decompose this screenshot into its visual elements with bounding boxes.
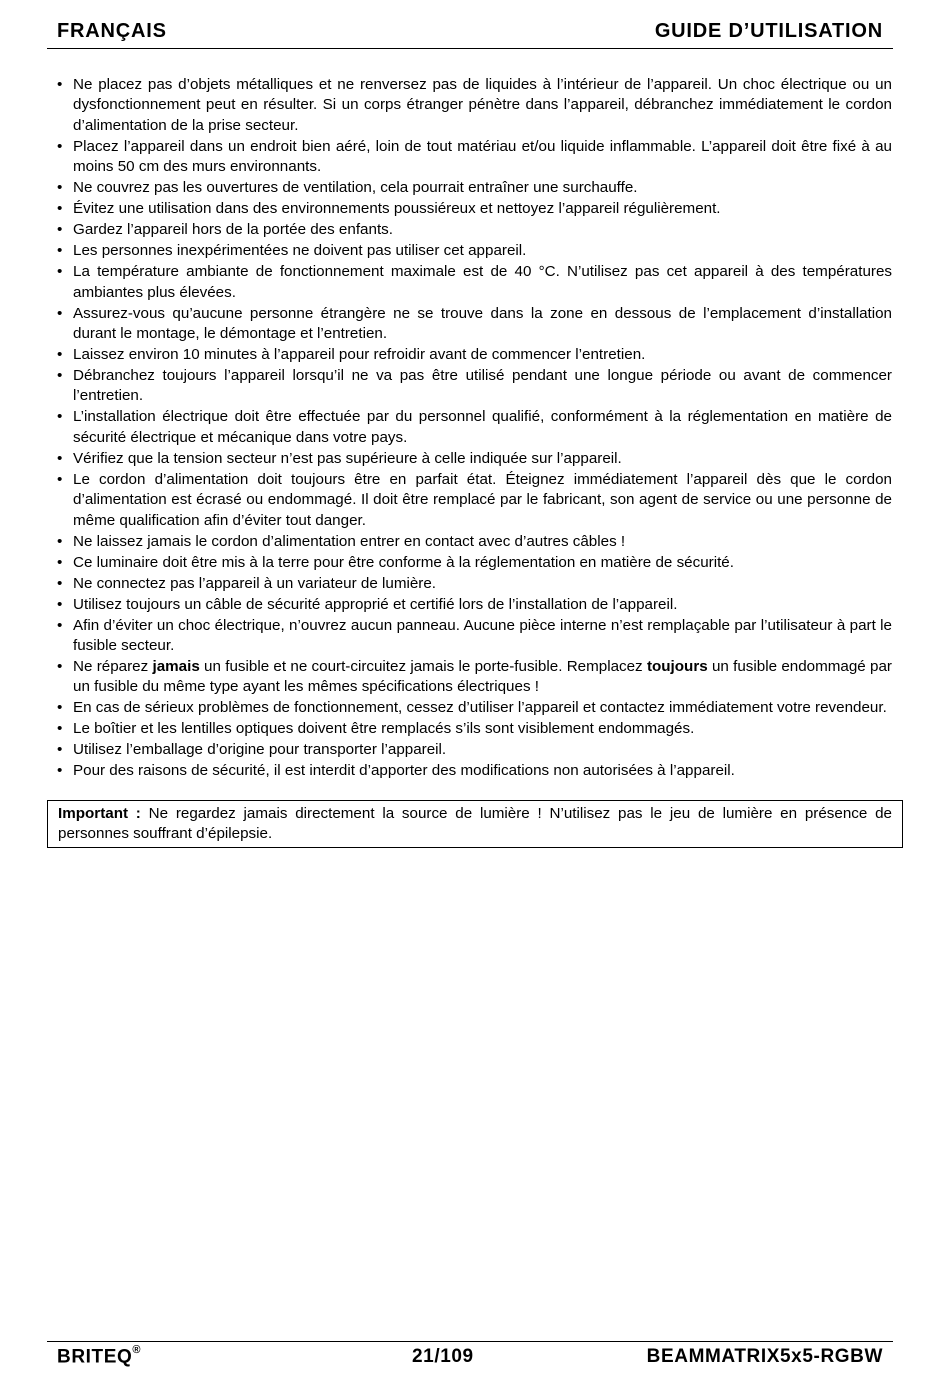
page-header [57,20,883,48]
item-text: Ce luminaire doit être mis à la terre pour être conforme à la réglementation en matière de sécurité. [73,553,734,571]
header-language: FRANÇAIS [57,20,167,42]
bullet-icon: • [57,137,63,155]
bullet-icon: • [57,346,63,364]
list-item [57,199,892,219]
list-item [57,220,892,240]
item-text: Ne placez pas d’objets métalliques et ne renversez pas de liquides à l’intérieur de l’appareil. Un choc électrique ou un dysfonctionnement peut en résulter. Si un corps étranger pénètre dans l’appareil, débranchez immédiatement le cordon d’alimentation de la prise secteur. [73,76,892,134]
bullet-icon: • [57,263,63,281]
bullet-icon: • [57,367,63,385]
item-text: Vérifiez que la tension secteur n’est pas supérieure à celle indiquée sur l’appareil. [73,449,622,467]
bullet-icon: • [57,553,63,571]
item-text: Ne couvrez pas les ouvertures de ventilation, cela pourrait entraîner une surchauffe. [73,179,638,197]
item-text: L’installation électrique doit être effectuée par du personnel qualifié, conformément à la réglementation en matière de sécurité électrique et mécanique dans votre pays. [73,408,892,446]
bullet-icon: • [57,699,63,717]
item-text: Gardez l’appareil hors de la portée des enfants. [73,221,393,239]
bullet-icon: • [57,408,63,426]
item-text: un fusible endommagé par un fusible du même type ayant les mêmes spécifications électriques ! [73,658,892,696]
footer-brand-group [57,1346,141,1368]
safety-instructions [57,75,892,782]
bullet-icon: • [57,595,63,613]
item-text: un fusible et ne court-circuitez jamais le porte-fusible. Remplacez [199,658,647,676]
page-number: 21/109 [412,1346,474,1367]
bullet-icon: • [57,221,63,239]
bullet-icon: • [57,616,63,634]
bullet-icon: • [57,532,63,550]
footer-brand: BRITEQ [57,1346,133,1368]
item-text: Placez l’appareil dans un endroit bien aéré, loin de tout matériau et/ou liquide inflammable. L’appareil doit être fixé à au moins 50 cm des murs environnants. [73,137,892,176]
bullet-icon: • [57,574,63,592]
list-item [57,366,892,407]
list-item [57,262,892,303]
item-text: La température ambiante de fonctionnement maximale est de 40 °C. N’utilisez pas cet appareil à des températures ambiantes plus élevées. [73,263,892,301]
item-text: Laissez environ 10 minutes à l’appareil pour refroidir avant de commencer l’entretien. [73,346,646,364]
list-item [57,75,892,136]
item-text: Ne réparez [73,658,153,676]
list-item [57,574,892,594]
list-item [57,698,892,718]
registered-mark: ® [132,1344,142,1356]
item-text: Afin d’éviter un choc électrique, n’ouvrez aucun panneau. Aucune pièce interne n’est remplaçable par l’utilisateur à part le fusible secteur. [73,616,892,655]
header-title: GUIDE D’UTILISATION [654,20,883,42]
item-text: Débranchez toujours l’appareil lorsqu’il ne va pas être utilisé pendant une longue période ou avant de commencer l’entretien. [73,367,892,405]
list-item [57,241,892,261]
list-item [57,345,892,365]
page-footer [57,1346,883,1372]
footer-divider [47,1341,893,1342]
list-item [57,178,892,198]
item-text: Le boîtier et les lentilles optiques doivent être remplacés s’ils sont visiblement endommagés. [73,720,695,738]
item-text: En cas de sérieux problèmes de fonctionnement, cessez d’utiliser l’appareil et contactez immédiatement votre revendeur. [73,699,887,717]
list-item [57,657,892,698]
list-item [57,719,892,739]
bullet-icon: • [57,762,63,780]
bullet-icon: • [57,304,63,322]
bullet-icon: • [57,720,63,738]
list-item [57,616,892,657]
item-text: Ne laissez jamais le cordon d’alimentation entrer en contact avec d’autres câbles ! [73,532,626,550]
item-text: Utilisez l’emballage d’origine pour transporter l’appareil. [73,741,447,759]
bullet-icon: • [57,242,63,260]
header-divider [47,48,893,49]
list-item [57,449,892,469]
important-notice [47,800,903,848]
bullet-icon: • [57,470,63,488]
important-label: Important : [58,805,141,822]
item-text: Utilisez toujours un câble de sécurité approprié et certifié lors de l’installation de l’appareil. [73,595,678,613]
safety-list [57,75,892,782]
list-item [57,137,892,178]
list-item [57,532,892,552]
emphasis-text: toujours [646,658,708,676]
bullet-icon: • [57,449,63,467]
item-text: Ne connectez pas l’appareil à un variateur de lumière. [73,574,437,592]
item-text: Évitez une utilisation dans des environnements poussiéreux et nettoyez l’appareil régulièrement. [73,200,721,218]
emphasis-text: jamais [152,658,200,676]
bullet-icon: • [57,179,63,197]
bullet-icon: • [57,741,63,759]
list-item [57,470,892,531]
list-item [57,304,892,345]
bullet-icon: • [57,658,63,676]
bullet-icon: • [57,76,63,93]
list-item [57,740,892,760]
item-text: Les personnes inexpérimentées ne doivent pas utiliser cet appareil. [73,242,527,260]
item-text: Pour des raisons de sécurité, il est interdit d’apporter des modifications non autorisées à l’appareil. [73,762,735,780]
item-text: Le cordon d’alimentation doit toujours être en parfait état. Éteignez immédiatement l’appareil dès que le cordon d’alimentation est écrasé ou endommagé. Il doit être remplacé par le fabricant, son agent de service ou une personne de même qualification afin d’éviter tout danger. [73,470,892,529]
footer-model: BEAMMATRIX5x5-RGBW [646,1346,883,1367]
item-text: Assurez-vous qu’aucune personne étrangère ne se trouve dans la zone en dessous de l’emplacement d’installation durant le montage, le démontage et l’entretien. [73,304,892,343]
important-text: Ne regardez jamais directement la source de lumière ! N’utilisez pas le jeu de lumière en présence de personnes souffrant d’épilepsie. [58,805,892,843]
list-item [57,553,892,573]
list-item [57,407,892,448]
list-item [57,761,892,781]
bullet-icon: • [57,200,63,218]
list-item [57,595,892,615]
